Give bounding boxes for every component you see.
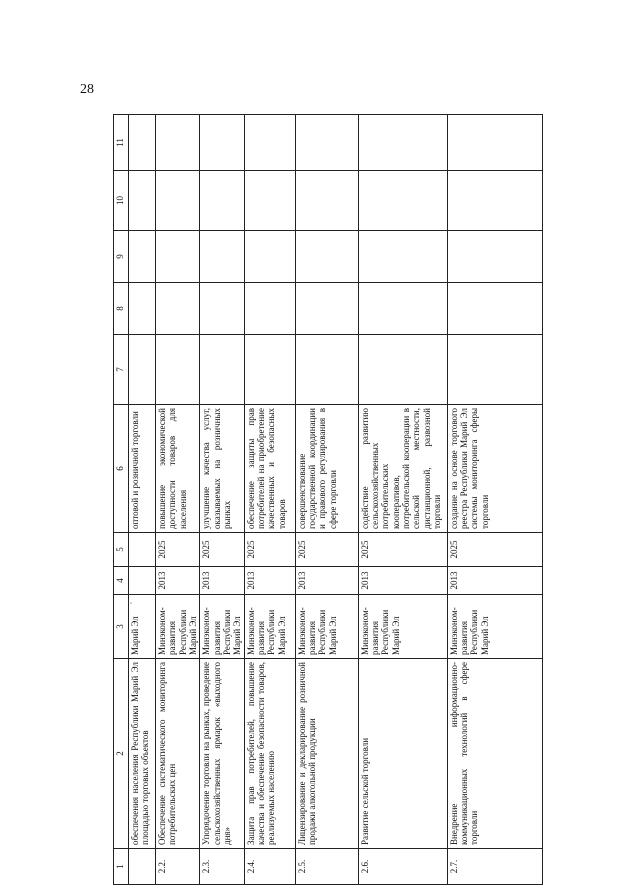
executor: Минэконом-развития Республики Марий Эл	[358, 595, 447, 659]
executor: Марий Эл	[129, 595, 156, 659]
column-header: 5	[114, 533, 129, 567]
end-year: 2025	[156, 533, 200, 567]
table-row	[200, 115, 244, 885]
activity-name: Упорядочение торговли на рынках, проведение сельскохозяйственных ярмарок «выходного дня»	[200, 659, 244, 849]
executor: Минэконом-развития Республики Марий Эл	[200, 595, 244, 659]
start-year: 2013	[447, 567, 542, 595]
empty-cell	[295, 231, 358, 283]
activity-name: Обеспечение систематического мониторинга потребительских цен	[156, 659, 200, 849]
empty-cell	[129, 115, 156, 171]
start-year	[129, 567, 156, 595]
empty-cell	[358, 231, 447, 283]
end-year	[129, 533, 156, 567]
empty-cell	[244, 335, 295, 405]
empty-cell	[129, 231, 156, 283]
table-row	[447, 115, 542, 885]
table-row	[244, 115, 295, 885]
column-header: 9	[114, 231, 129, 283]
expected-result: улучшение качества услуг, оказываемых на розничных рынках	[200, 405, 244, 533]
empty-cell	[447, 335, 542, 405]
empty-cell	[447, 171, 542, 231]
row-number: 2.2.	[156, 849, 200, 885]
empty-cell	[447, 115, 542, 171]
empty-cell	[156, 283, 200, 335]
rotated-table-wrapper	[113, 115, 526, 885]
activity-name: Внедрение информационно-коммуникационных технологий в сфере торговли	[447, 659, 542, 849]
row-number: 2.6.	[358, 849, 447, 885]
column-header: 10	[114, 171, 129, 231]
column-header: 6	[114, 405, 129, 533]
empty-cell	[358, 171, 447, 231]
executor: Минэконом-развития Республики Марий Эл	[447, 595, 542, 659]
column-header: 4	[114, 567, 129, 595]
empty-cell	[156, 335, 200, 405]
column-header: 8	[114, 283, 129, 335]
end-year: 2025	[200, 533, 244, 567]
empty-cell	[200, 335, 244, 405]
empty-cell	[447, 231, 542, 283]
empty-cell	[244, 171, 295, 231]
empty-cell	[295, 171, 358, 231]
column-header: 2	[114, 659, 129, 849]
empty-cell	[129, 283, 156, 335]
end-year: 2025	[358, 533, 447, 567]
start-year: 2013	[244, 567, 295, 595]
empty-cell	[129, 171, 156, 231]
expected-result: оптовой и розничной торговли	[129, 405, 156, 533]
empty-cell	[358, 283, 447, 335]
row-number: 2.3.	[200, 849, 244, 885]
empty-cell	[200, 115, 244, 171]
expected-result: повышение экономической доступности товаров для населения	[156, 405, 200, 533]
program-table	[113, 114, 543, 885]
row-number: 2.5.	[295, 849, 358, 885]
expected-result: содействие развитию сельскохозяйственных потребительских кооперативов, потребительской кооперации в сельской местности, дистанционной, развозной торговли	[358, 405, 447, 533]
column-header: 1	[114, 849, 129, 885]
empty-cell	[447, 283, 542, 335]
end-year: 2025	[244, 533, 295, 567]
dot-mark-icon	[128, 600, 134, 606]
activity-name: Лицензирование и декларирование розничной продажи алкогольной продукции	[295, 659, 358, 849]
column-header: 11	[114, 115, 129, 171]
end-year: 2025	[295, 533, 358, 567]
row-number: 2.4.	[244, 849, 295, 885]
empty-cell	[200, 231, 244, 283]
table-header-row	[114, 115, 129, 885]
row-number: 2.7.	[447, 849, 542, 885]
empty-cell	[295, 335, 358, 405]
empty-cell	[244, 115, 295, 171]
empty-cell	[156, 231, 200, 283]
executor: Минэконом-развития Республики Марий Эл	[244, 595, 295, 659]
table-row	[156, 115, 200, 885]
empty-cell	[244, 231, 295, 283]
end-year: 2025	[447, 533, 542, 567]
executor: Минэконом-развития Республики Марий Эл	[156, 595, 200, 659]
page-number: 28	[80, 82, 94, 97]
empty-cell	[358, 335, 447, 405]
start-year: 2013	[200, 567, 244, 595]
activity-name: Защита прав потребителей, повышение качества и обеспечение безопасности товаров, реализуемых населению	[244, 659, 295, 849]
activity-name: обеспечения населения Республики Марий Эл площадью торговых объектов	[129, 659, 156, 849]
start-year: 2013	[358, 567, 447, 595]
expected-result: создание на основе торгового реестра Республики Марий Эл системы мониторинга сферы торговли	[447, 405, 542, 533]
executor: Минэконом-развития Республики Марий Эл	[295, 595, 358, 659]
empty-cell	[156, 115, 200, 171]
start-year: 2013	[295, 567, 358, 595]
table-row	[295, 115, 358, 885]
row-number	[129, 849, 156, 885]
table-row	[129, 115, 156, 885]
start-year: 2013	[156, 567, 200, 595]
empty-cell	[156, 171, 200, 231]
empty-cell	[358, 115, 447, 171]
activity-name: Развитие сельской торговли	[358, 659, 447, 849]
table-row	[358, 115, 447, 885]
empty-cell	[295, 115, 358, 171]
expected-result: обеспечение защиты прав потребителей на приобретение качественных и безопасных товаров	[244, 405, 295, 533]
empty-cell	[295, 283, 358, 335]
column-header: 3	[114, 595, 129, 659]
expected-result: совершенствование государственной координации и правового регулирования в сфере торговли	[295, 405, 358, 533]
empty-cell	[129, 335, 156, 405]
empty-cell	[200, 283, 244, 335]
empty-cell	[200, 171, 244, 231]
empty-cell	[244, 283, 295, 335]
column-header: 7	[114, 335, 129, 405]
